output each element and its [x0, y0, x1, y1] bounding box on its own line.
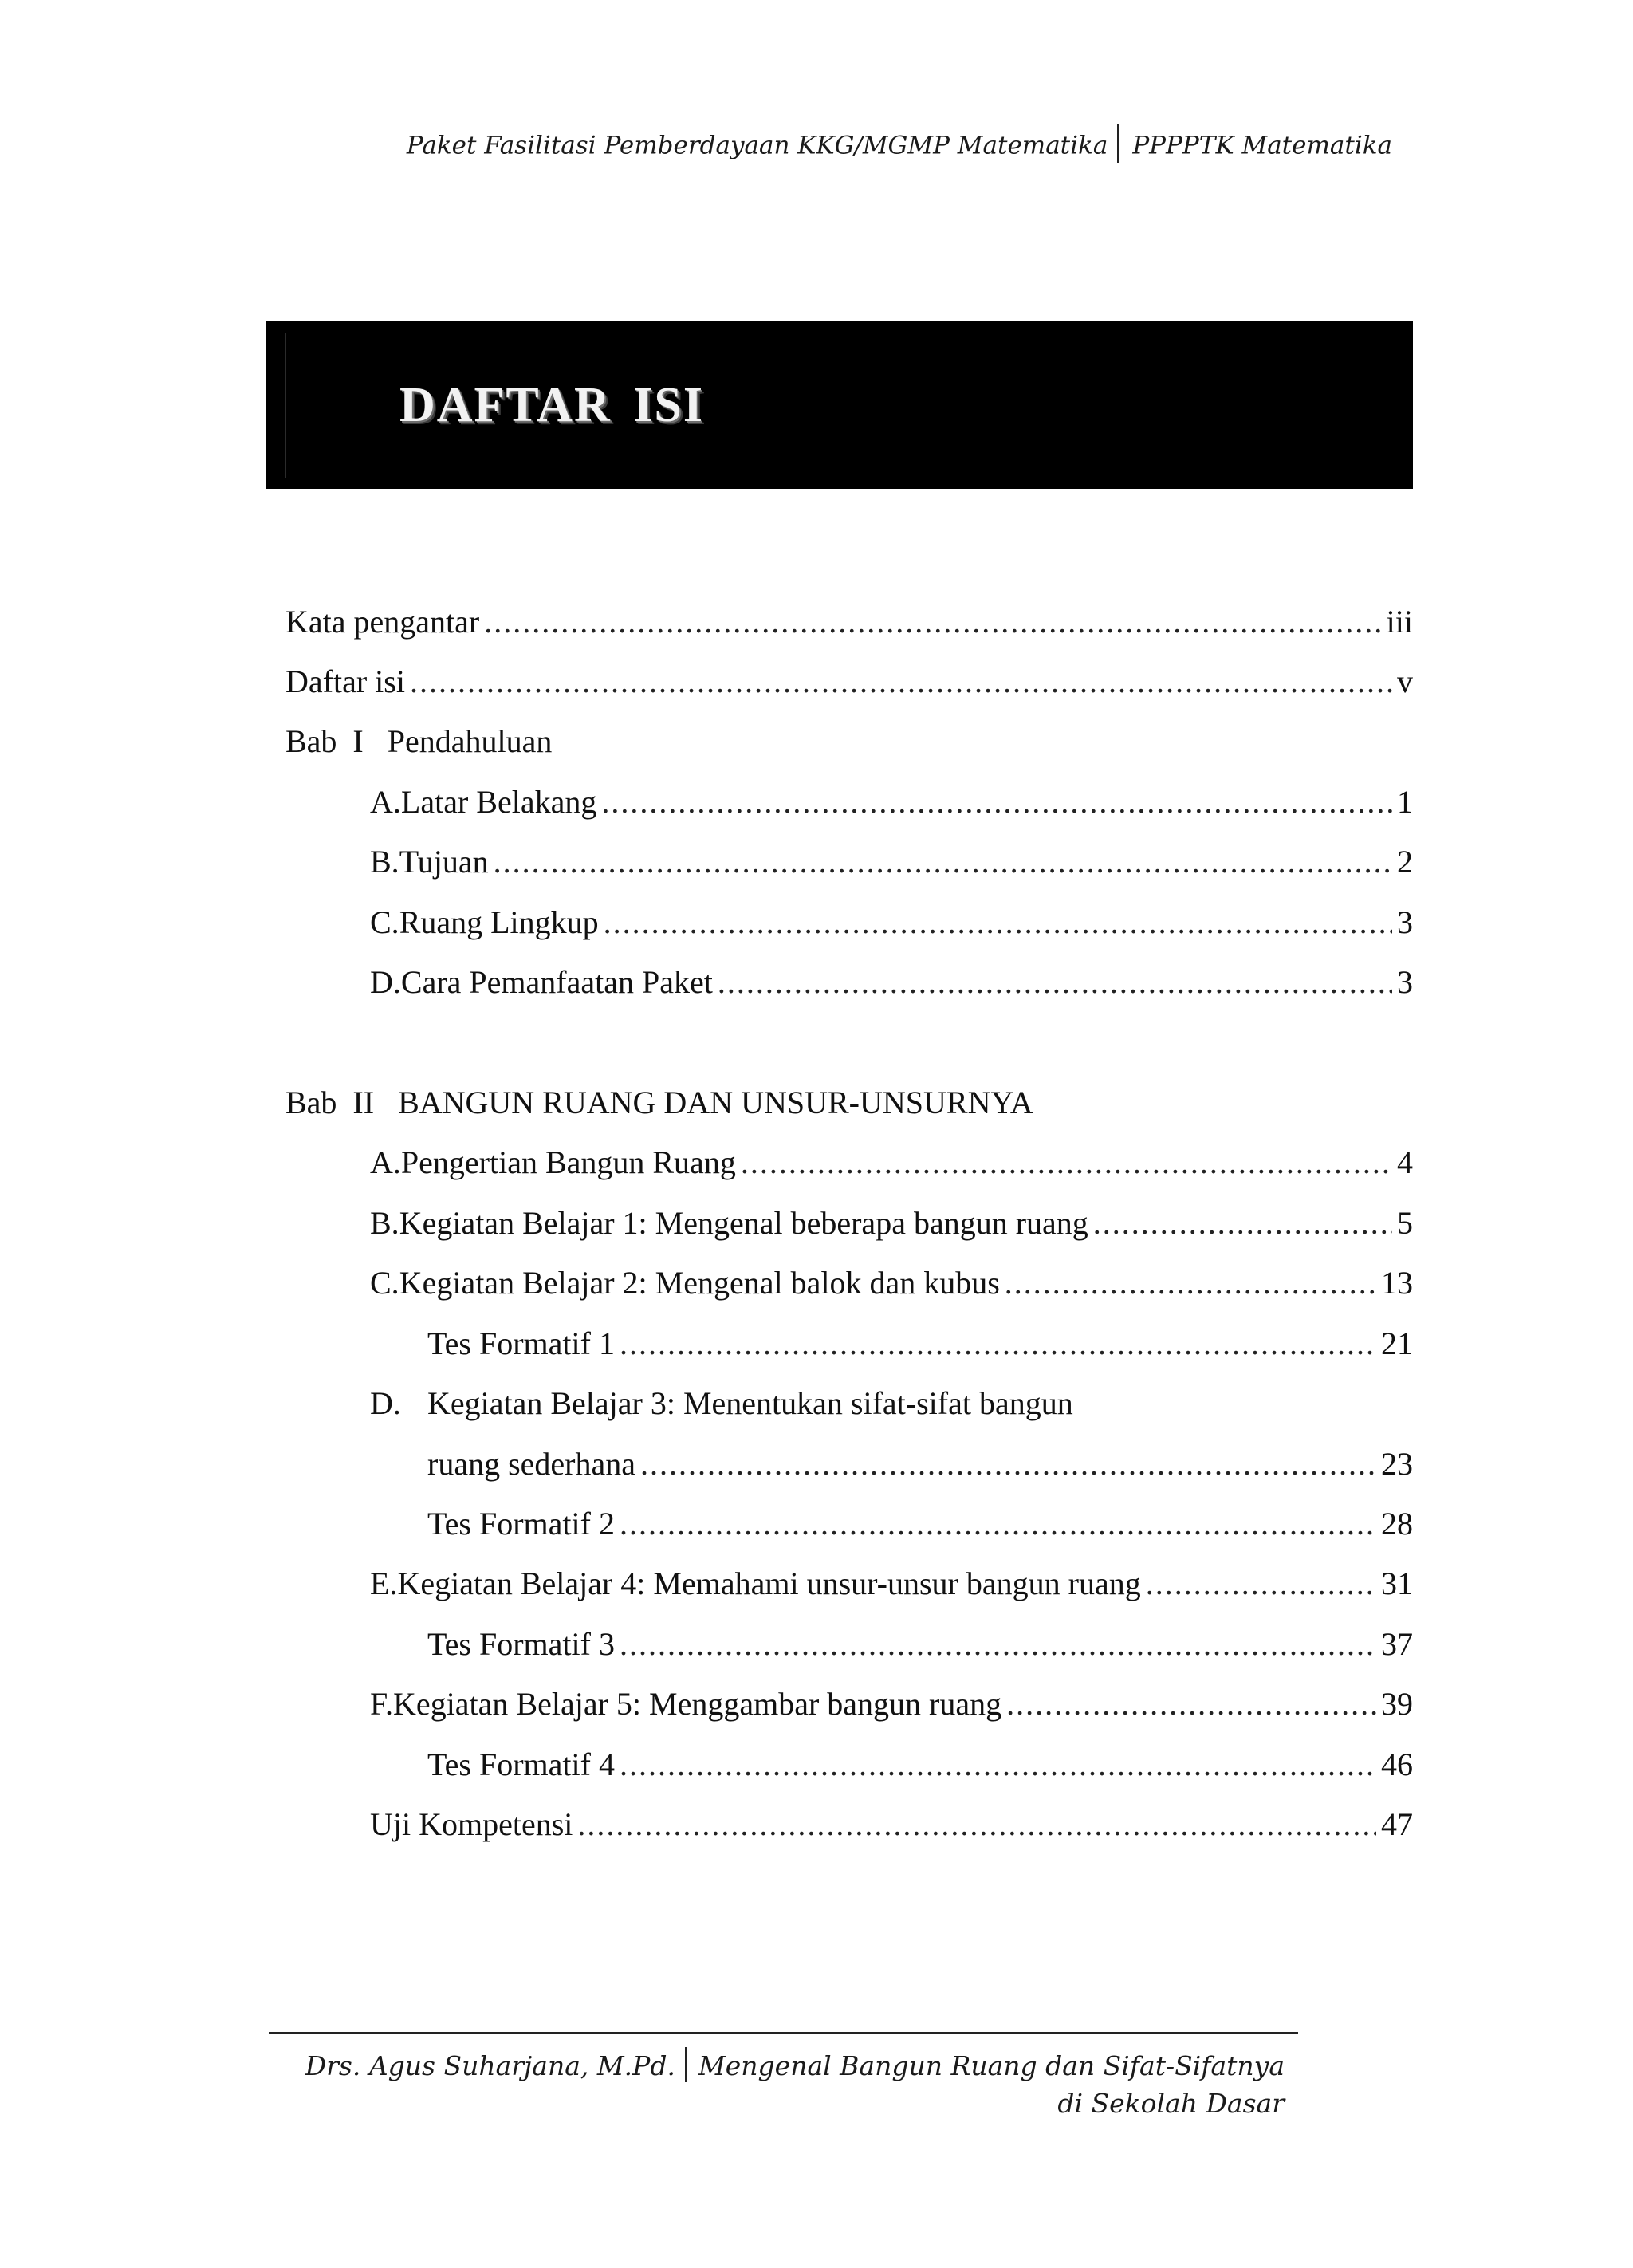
- footer-line-1: [0, 2048, 1285, 2085]
- toc-leader: [741, 1139, 1392, 1187]
- toc-label: ruang sederhana: [427, 1446, 635, 1482]
- toc-row-pengertian[interactable]: [370, 1139, 1413, 1187]
- toc-leader: [604, 899, 1392, 947]
- toc-page: 21: [1381, 1325, 1413, 1361]
- toc-label: Kegiatan Belajar 3: Menentukan sifat-sifat bangun: [427, 1385, 1073, 1421]
- toc-label: Uji Kompetensi: [370, 1806, 573, 1842]
- toc-page: 2: [1397, 844, 1413, 880]
- toc-letter: A.: [370, 1144, 401, 1180]
- toc-page: 3: [1397, 904, 1413, 940]
- footer-separator: [685, 2047, 687, 2082]
- toc-label: Kata pengantar: [285, 604, 480, 640]
- toc-letter: A.: [370, 784, 401, 820]
- toc-label: Cara Pemanfaatan Paket: [400, 964, 713, 1000]
- toc-label: Kegiatan Belajar 4: Memahami unsur-unsur bangun ruang: [397, 1565, 1141, 1601]
- toc-label: Daftar isi: [285, 663, 405, 699]
- toc-row-kb1[interactable]: [370, 1199, 1413, 1247]
- toc-page: 3: [1397, 964, 1413, 1000]
- header-publication: Paket Fasilitasi Pemberdayaan KKG/MGMP Matematika: [406, 131, 1108, 160]
- toc-letter: F.: [370, 1686, 394, 1722]
- toc-label: Tes Formatif 4: [427, 1746, 615, 1782]
- toc-row-tujuan[interactable]: [370, 838, 1413, 886]
- toc-letter: C.: [370, 904, 399, 940]
- toc-letter: D.: [370, 964, 401, 1000]
- footer-divider: [269, 2032, 1298, 2034]
- toc-chapter-heading: Bab I Pendahuluan: [285, 723, 553, 759]
- toc-page: 28: [1381, 1506, 1413, 1542]
- toc-row-uji-kompetensi[interactable]: [370, 1801, 1413, 1849]
- toc-letter: D.: [370, 1385, 401, 1421]
- toc-page: 13: [1381, 1265, 1413, 1301]
- toc-letter: E.: [370, 1565, 398, 1601]
- toc-leader: [410, 658, 1392, 706]
- toc-row-latar-belakang[interactable]: [370, 778, 1413, 826]
- toc-page: 5: [1397, 1205, 1413, 1241]
- toc-chapter-heading: Bab II BANGUN RUANG DAN UNSUR-UNSURNYA: [285, 1085, 1033, 1120]
- toc-label: Ruang Lingkup: [399, 904, 599, 940]
- toc-row-kb3-cont[interactable]: [427, 1440, 1413, 1488]
- toc-page: 31: [1381, 1565, 1413, 1601]
- toc-row-kb2[interactable]: [370, 1259, 1413, 1307]
- toc-label: Kegiatan Belajar 2: Mengenal balok dan kubus: [399, 1265, 1000, 1301]
- toc-label: Tes Formatif 2: [427, 1506, 615, 1542]
- toc-page: 37: [1381, 1626, 1413, 1662]
- toc-leader: [640, 1440, 1376, 1488]
- footer-author: Drs. Agus Suharjana, M.Pd.: [305, 2050, 675, 2081]
- toc-row-kb3[interactable]: [370, 1380, 1413, 1427]
- toc-page: 23: [1381, 1446, 1413, 1482]
- toc-leader: [620, 1620, 1376, 1668]
- toc-page: 1: [1397, 784, 1413, 820]
- toc-letter: B.: [370, 844, 399, 880]
- running-header: [0, 128, 1392, 166]
- toc-leader: [1146, 1560, 1376, 1608]
- toc-leader: [620, 1320, 1376, 1368]
- toc-row-tes-formatif-2[interactable]: [427, 1500, 1413, 1548]
- toc-leader: [484, 598, 1381, 646]
- toc-leader: [1005, 1259, 1376, 1307]
- footer-module-subtitle: di Sekolah Dasar: [1057, 2088, 1285, 2119]
- toc-label: Latar Belakang: [400, 784, 597, 820]
- toc-row-daftar-isi[interactable]: [285, 658, 1413, 706]
- toc-row-kb5[interactable]: [370, 1680, 1413, 1728]
- toc-leader: [1006, 1680, 1376, 1728]
- toc-label: Kegiatan Belajar 5: Menggambar bangun ruang: [393, 1686, 1002, 1722]
- toc-leader: [577, 1801, 1376, 1849]
- toc-page: 39: [1381, 1686, 1413, 1722]
- toc-letter: B.: [370, 1205, 399, 1241]
- toc-leader: [601, 778, 1392, 826]
- toc-leader: [620, 1500, 1376, 1548]
- title-banner: [266, 321, 1413, 489]
- toc-row-bab-1[interactable]: [285, 718, 1413, 766]
- toc-page: v: [1397, 663, 1413, 699]
- banner-edge-line: [285, 333, 286, 478]
- header-separator: [1117, 124, 1119, 163]
- toc-label: Tes Formatif 3: [427, 1626, 615, 1662]
- toc-letter: C.: [370, 1265, 399, 1301]
- toc-row-kata-pengantar[interactable]: [285, 598, 1413, 646]
- toc-leader: [718, 959, 1392, 1006]
- toc-page: 46: [1381, 1746, 1413, 1782]
- running-footer: [0, 2048, 1285, 2122]
- toc-row-ruang-lingkup[interactable]: [370, 899, 1413, 947]
- toc-page: 4: [1397, 1144, 1413, 1180]
- toc-label: Tujuan: [399, 844, 489, 880]
- toc-leader: [620, 1741, 1376, 1789]
- toc-label: Tes Formatif 1: [427, 1325, 615, 1361]
- toc-label: Kegiatan Belajar 1: Mengenal beberapa bangun ruang: [399, 1205, 1088, 1241]
- footer-module-title: Mengenal Bangun Ruang dan Sifat-Sifatnya: [698, 2050, 1285, 2081]
- toc-leader: [494, 838, 1392, 886]
- toc-page: iii: [1386, 604, 1413, 640]
- toc-page: 47: [1381, 1806, 1413, 1842]
- toc-leader: [1093, 1199, 1392, 1247]
- page-title: DAFTAR ISI: [399, 378, 704, 432]
- toc-row-kb4[interactable]: [370, 1560, 1413, 1608]
- toc-row-tes-formatif-3[interactable]: [427, 1620, 1413, 1668]
- toc-row-tes-formatif-4[interactable]: [427, 1741, 1413, 1789]
- toc-row-cara-pemanfaatan[interactable]: [370, 959, 1413, 1006]
- header-institution: PPPPTK Matematika: [1132, 131, 1392, 160]
- toc-row-bab-2[interactable]: [285, 1079, 1413, 1127]
- toc-row-tes-formatif-1[interactable]: [427, 1320, 1413, 1368]
- toc-label: Pengertian Bangun Ruang: [400, 1144, 736, 1180]
